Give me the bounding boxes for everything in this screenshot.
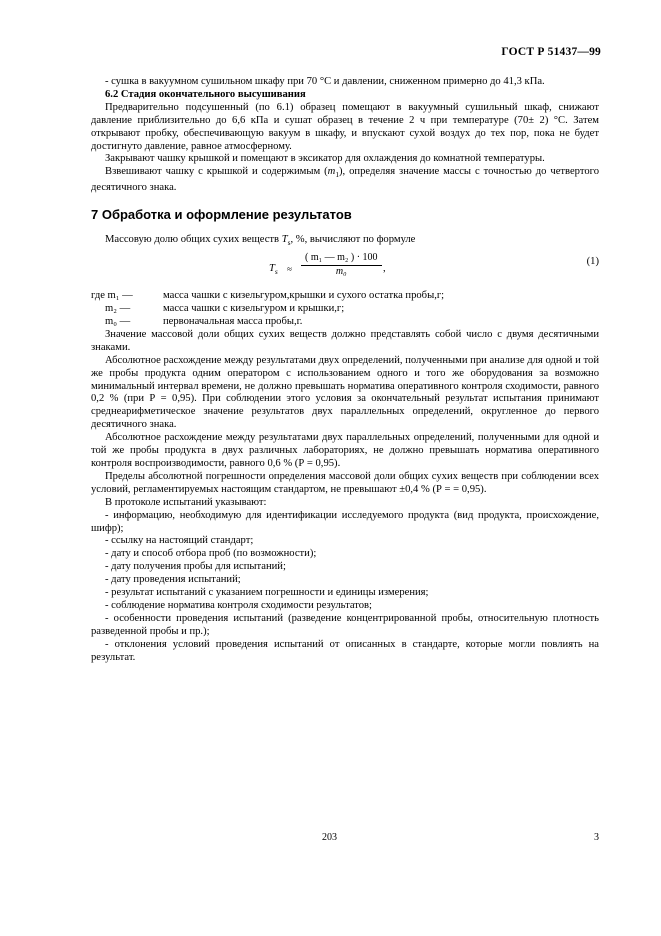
list-item: - дату проведения испытаний;	[105, 574, 241, 586]
list-item: - дату и способ отбора проб (по возможности);	[105, 548, 317, 560]
definition-m2	[91, 303, 599, 316]
formula-numerator: ( m₁ — m₂ ) · 100	[301, 252, 382, 266]
paragraph-procedure: Предварительно подсушенный (по 6.1) образец помещают в вакуумный сушильный шкаф, снижают давление приблизительно до 6,6 кПа и сушат образец в течение 2 ч при температуре (70± 2) °С. Затем открывают пробку, обеспечивающую вакуум в шкафу, и впускают сухой воздух до тех пор, пока не будет достигнуто давление, равное атмосферному.	[91, 101, 599, 152]
symbol-definitions	[91, 290, 599, 329]
definition-text: первоначальная масса пробы,г.	[163, 316, 303, 327]
definition-symbol: m₂ —	[105, 303, 131, 315]
paragraph-error-limits: Пределы абсолютной погрешности определения массовой доли общих сухих веществ при соблюдении всех условий, регламентируемых настоящим стандартом, не превышают ±0,4 % (Р = = 0,95).	[91, 470, 599, 495]
formula-lhs: $T_s$	[269, 263, 278, 277]
formula-number: (1)	[586, 256, 599, 268]
list-item: - дату получения пробы для испытаний;	[105, 561, 286, 573]
body-text	[91, 76, 599, 664]
paragraph-vacuum-drying: - сушка в вакуумном сушильном шкафу при 70 °С и давлении, сниженном примерно до 41,3 кПа.	[105, 76, 545, 87]
standard-header: ГОСТ Р 51437—99	[501, 46, 601, 58]
paragraph-decimal-places: Значение массовой доли общих сухих веществ должно представлять собой число с двумя десятичными знаками.	[91, 328, 599, 353]
paragraph-reproducibility: Абсолютное расхождение между результатами двух параллельных определений, полученными для одной и той же пробы продукта в двух различных лабораториях, не должно превышать норматива оперативного контроля воспроизводимости, равного 0,6 % (Р = 0,95).	[91, 432, 599, 469]
section-7-heading: 7 Обработка и оформление результатов	[91, 207, 352, 223]
formula-comma: ,	[383, 263, 386, 275]
formula-denominator: m₀	[335, 266, 347, 278]
page-number-right: 3	[594, 832, 599, 843]
definition-symbol: m₀ —	[105, 316, 131, 327]
page-number-center: 203	[322, 832, 337, 843]
paragraph-weighing: Взвешивают чашку с крышкой и содержимым $(m_1)$, определяя значение массы с точностью до четвертого десятичного знака.	[91, 166, 599, 194]
list-item: - информацию, необходимую для идентификации исследуемого продукта (вид продукта, происхождение, шифр);	[91, 509, 599, 534]
formula-approx-sign: ≈	[287, 264, 292, 275]
definition-symbol: где m₁ —	[91, 290, 133, 302]
definition-text: масса чашки с кизельгуром,крышки и сухого остатка пробы,г;	[163, 290, 445, 302]
formula-1	[91, 252, 599, 288]
paragraph-protocol-intro: В протоколе испытаний указывают:	[105, 496, 267, 508]
list-item: - соблюдение норматива контроля сходимости результатов;	[105, 599, 372, 611]
list-item: - результат испытаний с указанием погрешности и единицы измерения;	[105, 587, 429, 599]
paragraph-cooling: Закрывают чашку крышкой и помещают в эксикатор для охлаждения до комнатной температуры.	[105, 153, 545, 165]
list-item: - особенности проведения испытаний (разведение концентрированной пробы, относительную плотность разведенной пробы и пр.);	[91, 612, 599, 637]
formula-fraction	[301, 252, 382, 279]
paragraph-repeatability: Абсолютное расхождение между результатами двух определений, полученными при анализе для одной и той же пробы продукта одним оператором с использованием одного и того же оборудования за возможно минимальный интервал времени, не должно превышать норматива оперативного контроля сходимости, равного 0,2 % (при Р = 0,95). При соблюдении этого условия за окончательный результат испытания принимают среднеарифметическое значение результатов двух параллельных определений, округленное до первого десятичного знака.	[91, 354, 599, 431]
definition-m0	[91, 316, 599, 329]
paragraph-formula-intro: Массовую долю общих сухих веществ $T_s$, %, вычисляют по формуле	[105, 234, 416, 248]
list-item: - отклонения условий проведения испытаний от описанных в стандарте, которые могли повлиять на результат.	[91, 638, 599, 663]
subsection-6-2-heading: 6.2 Стадия окончательного высушивания	[105, 88, 306, 100]
definition-m1	[91, 290, 599, 303]
definition-text: масса чашки с кизельгуром и крышки,г;	[163, 303, 345, 315]
list-item: - ссылку на настоящий стандарт;	[105, 535, 254, 547]
